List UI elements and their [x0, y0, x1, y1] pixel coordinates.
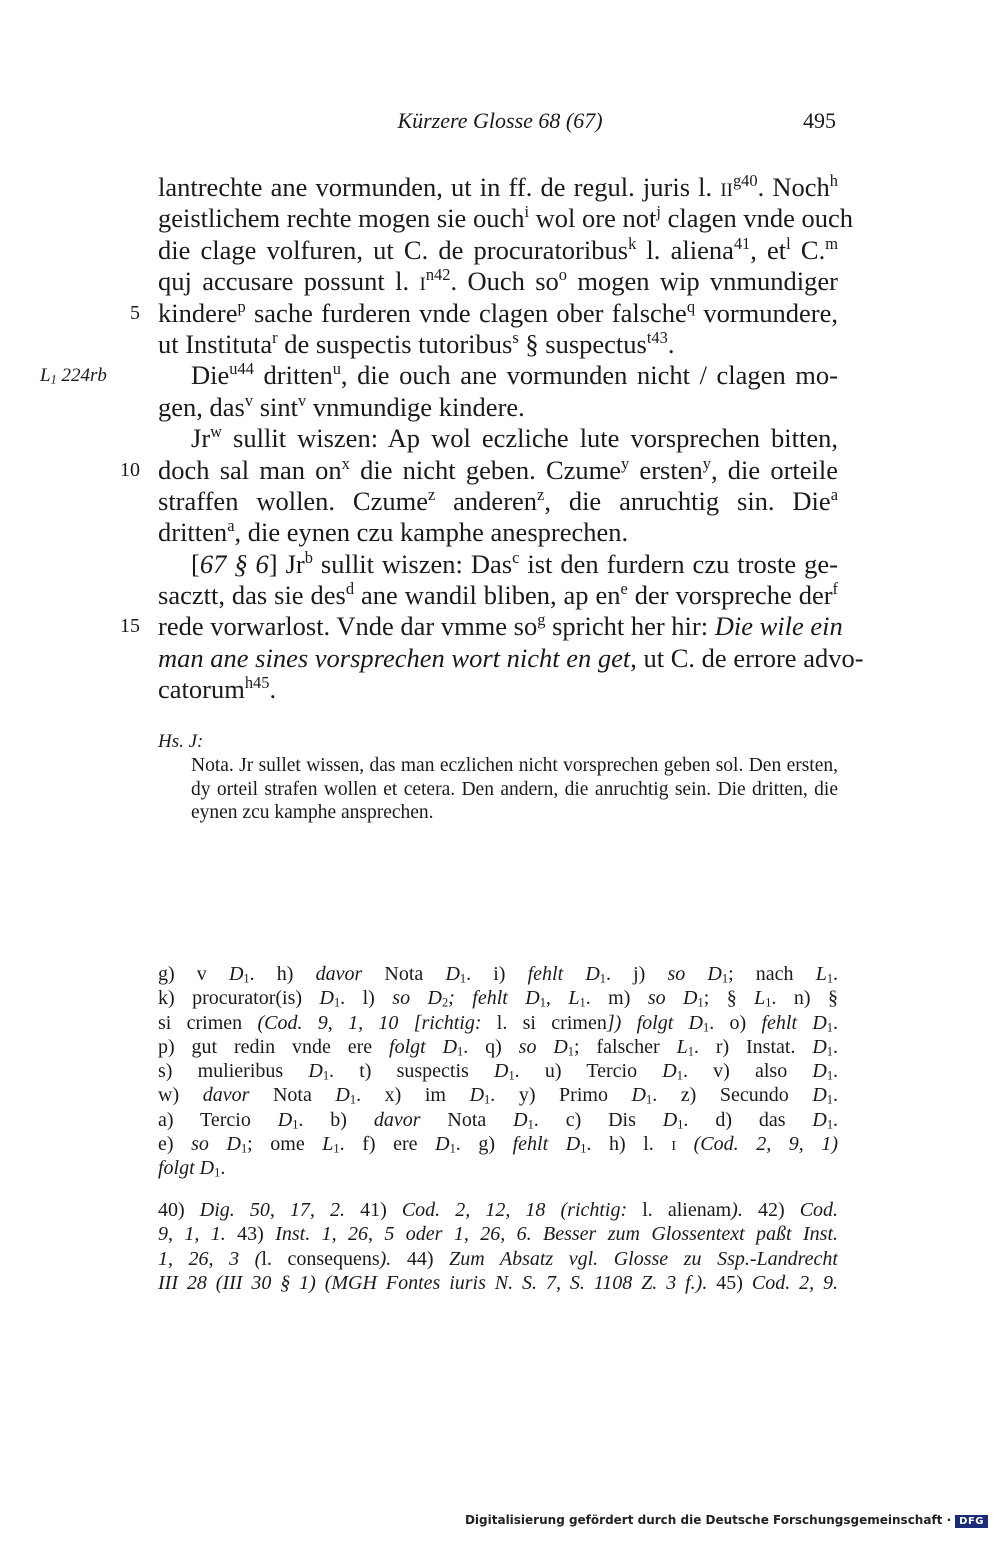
- line-number-15: 15: [120, 615, 140, 638]
- apparatus-line: e) so $D_1$; ome $L_1$. f) ere $D_1$. g) fehlt $D_1$. h) l. i (Cod. 2, 9, 1): [158, 1133, 839, 1156]
- running-title: Kürzere Glosse 68 (67): [397, 108, 603, 133]
- text-line-17: catorum$^{h45}$.: [158, 673, 277, 705]
- variant-note: [158, 730, 838, 825]
- apparatus-line: k) procurator(is) $D_1$. l) so $D_2$; fehlt $D_1$, $L_1$. m) so $D_1$; § $L_1$. n) §: [158, 987, 839, 1011]
- text-line-4: quj accusare possunt l. $i^{n42}$. Ouch $so^o$ mogen wip vnmundiger: [158, 265, 838, 297]
- text-line-5: 5 kindere$^p$ sache furderen vnde clagen ober falsche$^q$ vormundere,: [158, 298, 838, 329]
- gloss-main-text: [40, 170, 864, 706]
- text-line-15: 15 rede vorwarlost. Vnde dar vmme $so^g$ spricht her hir: Die wile ein: [158, 611, 838, 642]
- text-line-3: die clage volfuren, ut C. de procuratoribus$^k$ l. aliena$^{41}$, $et^l$ C.$^m$: [158, 233, 838, 265]
- text-line-13: [67 § 6] Jr$^b$ sullit wiszen: Das$^c$ ist den furdern czu troste ge-: [191, 547, 838, 579]
- manuscript-folio-ref: $L_1$ 224rb: [40, 365, 107, 387]
- apparatus-line: a) Tercio $D_1$. b) davor Nota $D_1$. c) Dis $D_1$. d) das $D_1$.: [158, 1108, 839, 1132]
- variant-note-label: Hs. J:: [158, 731, 204, 752]
- variant-note-text: Nota. Jr sullet wissen, das man eczlichen nicht vorsprechen geben sol. Den ersten, dy orteil strafen wollen et cetera. Den andern, die anruchtig sein. Die dritten, die eynen zcu kamphe ansprechen.: [191, 755, 838, 824]
- text-line-6: ut Instituta$^r$ de suspectis tutoribus$^s$ § suspectus$^{t43}$.: [158, 327, 675, 359]
- text-line-11: straffen wollen. Czume$^z$ anderen$^z$, die anruchtig sin. Die$^a$: [158, 484, 838, 516]
- text-line-9: Jr$^w$ sullit wiszen: Ap wol eczliche lute vorsprechen bitten,: [191, 421, 838, 454]
- text-line-10: 10 doch sal man $on^x$ die nicht geben. Czume$^y$ ersten$^y$, die orteile: [158, 455, 838, 486]
- apparatus-line: s) mulieribus $D_1$. t) suspectis $D_1$. u) Tercio $D_1$. v) also $D_1$.: [158, 1060, 839, 1083]
- text-line-16: man ane sines vorsprechen wort nicht en get, ut C. de errore advo-: [158, 642, 864, 673]
- apparatus-line: folgt $D_1$.: [158, 1157, 226, 1181]
- apparatus-line: si crimen (Cod. 9, 1, 10 [richtig: l. si crimen]) folgt $D_1$. o) fehlt $D_1$.: [158, 1011, 838, 1035]
- page-number: 495: [803, 108, 836, 133]
- apparatus-letter-notes: [158, 962, 838, 1181]
- line-number-5: 5: [130, 301, 140, 324]
- text-line-8: gen, das$^v$ sint$^v$ vnmundige kindere.: [158, 390, 525, 422]
- dfg-logo-icon: DFG: [955, 1515, 988, 1528]
- text-line-12: dritten$^a$, die eynen czu kamphe anesprechen.: [158, 516, 629, 548]
- source-note-line: 9, 1, 1. 43) Inst. 1, 26, 5 oder 1, 26, 6. Besser zum Glossentext paßt Inst.: [158, 1223, 838, 1246]
- apparatus-source-notes: [158, 1198, 838, 1295]
- text-line-7: $L_1$ 224rb Die$^{u44}$ dritten$^u$, die ouch ane vormunden nicht / clagen mo-: [158, 360, 838, 391]
- line-number-10: 10: [120, 458, 140, 481]
- source-note-line: 1, 26, 3 (l. consequens). 44) Zum Absatz vgl. Glosse zu Ssp.-Landrecht: [158, 1247, 838, 1270]
- apparatus-line: g) v $D_1$. h) davor Nota $D_1$. i) fehlt $D_1$. j) so $D_1$; nach $L_1$.: [158, 963, 839, 986]
- source-note-line: 40) Dig. 50, 17, 2. 41) Cod. 2, 12, 18 (richtig: l. alienam). 42) Cod.: [158, 1199, 839, 1221]
- text-line-1: lantrechte ane vormunden, ut in ff. de regul. juris l. $ii^{g40}$. Noch$^h$: [158, 170, 839, 202]
- text-line-2: geistlichem rechte mogen sie ouch$^i$ wol ore not$^j$ clagen vnde ouch: [158, 202, 854, 234]
- funding-note: Digitalisierung gefördert durch die Deutsche Forschungsgemeinschaft: [464, 1513, 943, 1527]
- funding-footer: Digitalisierung gefördert durch die Deutsche Forschungsgemeinschaft · DFG: [465, 1513, 988, 1528]
- source-note-line: III 28 (III 30 § 1) (MGH Fontes iuris N. S. 7, S. 1108 Z. 3 f.). 45) Cod. 2, 9.: [158, 1271, 839, 1294]
- apparatus-line: w) davor Nota $D_1$. x) im $D_1$. y) Primo $D_1$. z) Secundo $D_1$.: [158, 1084, 838, 1108]
- apparatus-line: p) gut redin vnde ere folgt $D_1$. q) so $D_1$; falscher $L_1$. r) Instat. $D_1$.: [158, 1035, 838, 1059]
- text-line-14: sacztt, das sie des$^d$ ane wandil bliben, ap $en^e$ der vorspreche der$^f$: [158, 578, 838, 611]
